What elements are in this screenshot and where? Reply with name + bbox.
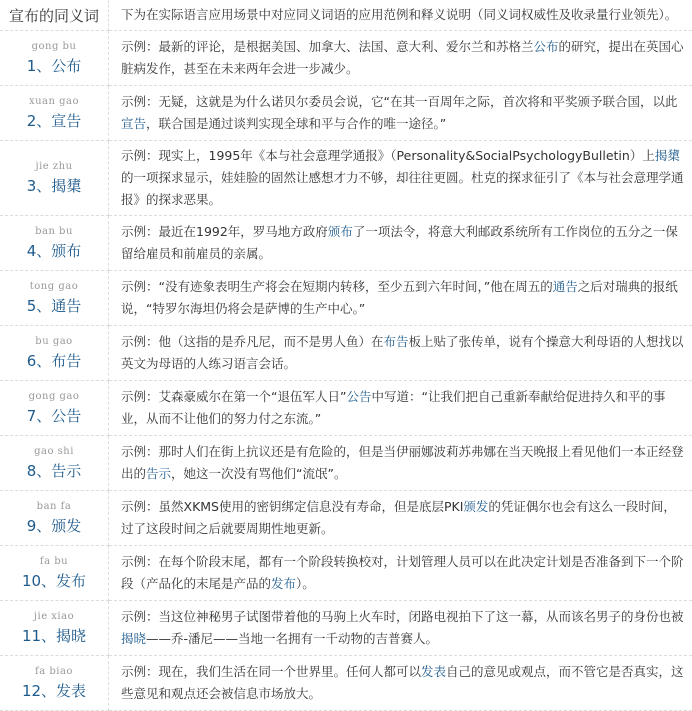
- synonym-cell: [0, 141, 109, 216]
- synonym-word-link[interactable]: 12、发表: [0, 680, 108, 702]
- example-keyword-link[interactable]: 发表: [421, 664, 446, 679]
- example-keyword-link[interactable]: 通告: [553, 279, 578, 294]
- synonym-pinyin: gong bu: [0, 39, 108, 55]
- example-text: 示例：无疑，这就是为什么诺贝尔委员会说，它“在其一百周年之际，首次将和平奖颁予联合国，以此: [121, 94, 677, 109]
- synonym-cell: [0, 326, 109, 381]
- synonym-cell: [0, 271, 109, 326]
- example-keyword-link[interactable]: 公告: [346, 389, 371, 404]
- example-text: 了一项法令，将意大利邮政系统所有工作岗位的五分之一保留给雇员和前雇员的亲属。: [121, 224, 678, 261]
- section-title: 宣布的同义词: [0, 0, 109, 31]
- synonym-word-link[interactable]: 4、颁布: [0, 240, 108, 262]
- example-text: 示例：他（这指的是乔凡尼，而不是男人鱼）在: [121, 334, 384, 349]
- example-cell: [109, 491, 692, 546]
- synonym-word-link[interactable]: 7、公告: [0, 405, 108, 427]
- synonym-pinyin: gao shi: [0, 444, 108, 460]
- example-cell: [109, 381, 692, 436]
- example-keyword-link[interactable]: 告示: [146, 466, 171, 481]
- synonym-row: [0, 141, 692, 216]
- synonym-row: [0, 601, 692, 656]
- synonym-pinyin: fa biao: [0, 664, 108, 680]
- synonym-word-link[interactable]: 3、揭橥: [0, 175, 108, 197]
- synonym-word-link[interactable]: 1、公布: [0, 55, 108, 77]
- synonym-cell: [0, 491, 109, 546]
- synonym-row: [0, 656, 692, 711]
- example-cell: [109, 326, 692, 381]
- synonym-cell: [0, 381, 109, 436]
- example-text: 的研究，提出在英国心脏病发作，甚至在未来两年会进一步减少。: [121, 39, 684, 76]
- example-cell: [109, 436, 692, 491]
- synonym-pinyin: bu gao: [0, 334, 108, 350]
- synonym-row: [0, 436, 692, 491]
- example-text: 示例：最近在1992年，罗马地方政府: [121, 224, 328, 239]
- synonym-pinyin: gong gao: [0, 389, 108, 405]
- example-keyword-link[interactable]: 布告: [384, 334, 409, 349]
- example-keyword-link[interactable]: 宣告: [121, 116, 146, 131]
- example-text: 示例：虽然XKMS使用的密钥绑定信息没有寿命，但是底层PKI: [121, 499, 463, 514]
- example-text: ）。: [296, 576, 315, 591]
- synonym-row: [0, 326, 692, 381]
- synonym-word-link[interactable]: 5、通告: [0, 295, 108, 317]
- example-cell: [109, 216, 692, 271]
- table-header-row: [0, 0, 692, 31]
- example-keyword-link[interactable]: 揭晓: [121, 631, 146, 646]
- example-text: 板上贴了张传单，说有个操意大利母语的人想找以英文为母语的人练习语言会话。: [121, 334, 684, 371]
- synonym-row: [0, 31, 692, 86]
- example-text: 自己的意见或观点，而不管它是否真实，这些意见和观点还会被信息市场放大。: [121, 664, 684, 701]
- synonym-pinyin: tong gao: [0, 279, 108, 295]
- example-cell: [109, 546, 692, 601]
- example-keyword-link[interactable]: 颁布: [328, 224, 353, 239]
- synonym-cell: [0, 436, 109, 491]
- example-text: 示例：那时人们在街上抗议还是有危险的，但是当伊丽娜波莉苏弗娜在当天晚报上看见他们一本正经登出的: [121, 444, 684, 481]
- example-cell: [109, 601, 692, 656]
- example-text: 的凭证偶尔也会有这么一段时间，过了这段时间之后就要周期性地更新。: [121, 499, 676, 536]
- synonym-cell: [0, 546, 109, 601]
- synonym-row: [0, 546, 692, 601]
- example-keyword-link[interactable]: 揭橥: [655, 148, 680, 163]
- example-text: 示例：“没有迹象表明生产将会在短期内转移，至少五到六年时间，”他在周五的: [121, 279, 553, 294]
- example-text: 示例：艾森豪威尔在第一个“退伍军人日”: [121, 389, 346, 404]
- example-text: 示例：现在，我们生活在同一个世界里。任何人都可以: [121, 664, 421, 679]
- example-text: 的一项探求显示，娃娃脸的固然让感想才力不够，却往往更圆。杜克的探求征引了《本与社会意理学通报》的探求恶果。: [121, 170, 684, 207]
- example-text: 示例：现实上，1995年《本与社会意理学通报》（Personality&SocialPsychologyBulletin）上: [121, 148, 655, 163]
- example-text: 示例：最新的评论，是根据美国、加拿大、法国、意大利、爱尔兰和苏格兰: [121, 39, 534, 54]
- synonym-pinyin: ban fa: [0, 499, 108, 515]
- synonym-word-link[interactable]: 9、颁发: [0, 515, 108, 537]
- example-keyword-link[interactable]: 公布: [534, 39, 559, 54]
- synonym-cell: [0, 601, 109, 656]
- synonym-row: [0, 491, 692, 546]
- example-cell: [109, 31, 692, 86]
- synonym-pinyin: fa bu: [0, 554, 108, 570]
- example-keyword-link[interactable]: 发布: [271, 576, 296, 591]
- example-text: 示例：在每个阶段末尾，都有一个阶段转换校对，计划管理人员可以在此决定计划是否准备到下一个阶段（产品化的末尾是产品的: [121, 554, 684, 591]
- synonym-row: [0, 271, 692, 326]
- example-text: 示例：当这位神秘男子试图带着他的马驹上火车时，闭路电视拍下了这一幕，从而该名男子的身份也被: [121, 609, 684, 624]
- synonym-cell: [0, 656, 109, 711]
- example-cell: [109, 271, 692, 326]
- example-cell: [109, 141, 692, 216]
- synonym-cell: [0, 31, 109, 86]
- example-text: 中写道：“让我们把自己重新奉献给促进持久和平的事业，从而不让他们的努力付之东流。”: [121, 389, 665, 426]
- example-cell: [109, 86, 692, 141]
- synonym-row: [0, 216, 692, 271]
- example-cell: [109, 656, 692, 711]
- synonym-word-link[interactable]: 10、发布: [0, 570, 108, 592]
- synonym-row: [0, 86, 692, 141]
- synonym-word-link[interactable]: 6、布告: [0, 350, 108, 372]
- synonym-cell: [0, 86, 109, 141]
- example-text: ——乔-潘尼——当地一名拥有一千动物的吉普赛人。: [146, 631, 438, 646]
- synonym-word-link[interactable]: 2、宣告: [0, 110, 108, 132]
- synonym-pinyin: jie zhu: [0, 159, 108, 175]
- synonym-word-link[interactable]: 11、揭晓: [0, 625, 108, 647]
- example-text: ，联合国是通过谈判实现全球和平与合作的唯一途径。”: [146, 116, 446, 131]
- synonym-row: [0, 381, 692, 436]
- synonym-word-link[interactable]: 8、告示: [0, 460, 108, 482]
- example-text: 之后对瑞典的报纸说，“特罗尔海坦仍将会是萨博的生产中心。”: [121, 279, 678, 316]
- example-keyword-link[interactable]: 颁发: [463, 499, 488, 514]
- synonym-pinyin: jie xiao: [0, 609, 108, 625]
- section-description: 下为在实际语言应用场景中对应同义词语的应用范例和释义说明（同义词权威性及收录量行业领先）。: [109, 0, 692, 31]
- example-text: ，她这一次没有骂他们“流氓”。: [171, 466, 346, 481]
- synonym-pinyin: ban bu: [0, 224, 108, 240]
- synonym-pinyin: xuan gao: [0, 94, 108, 110]
- synonym-cell: [0, 216, 109, 271]
